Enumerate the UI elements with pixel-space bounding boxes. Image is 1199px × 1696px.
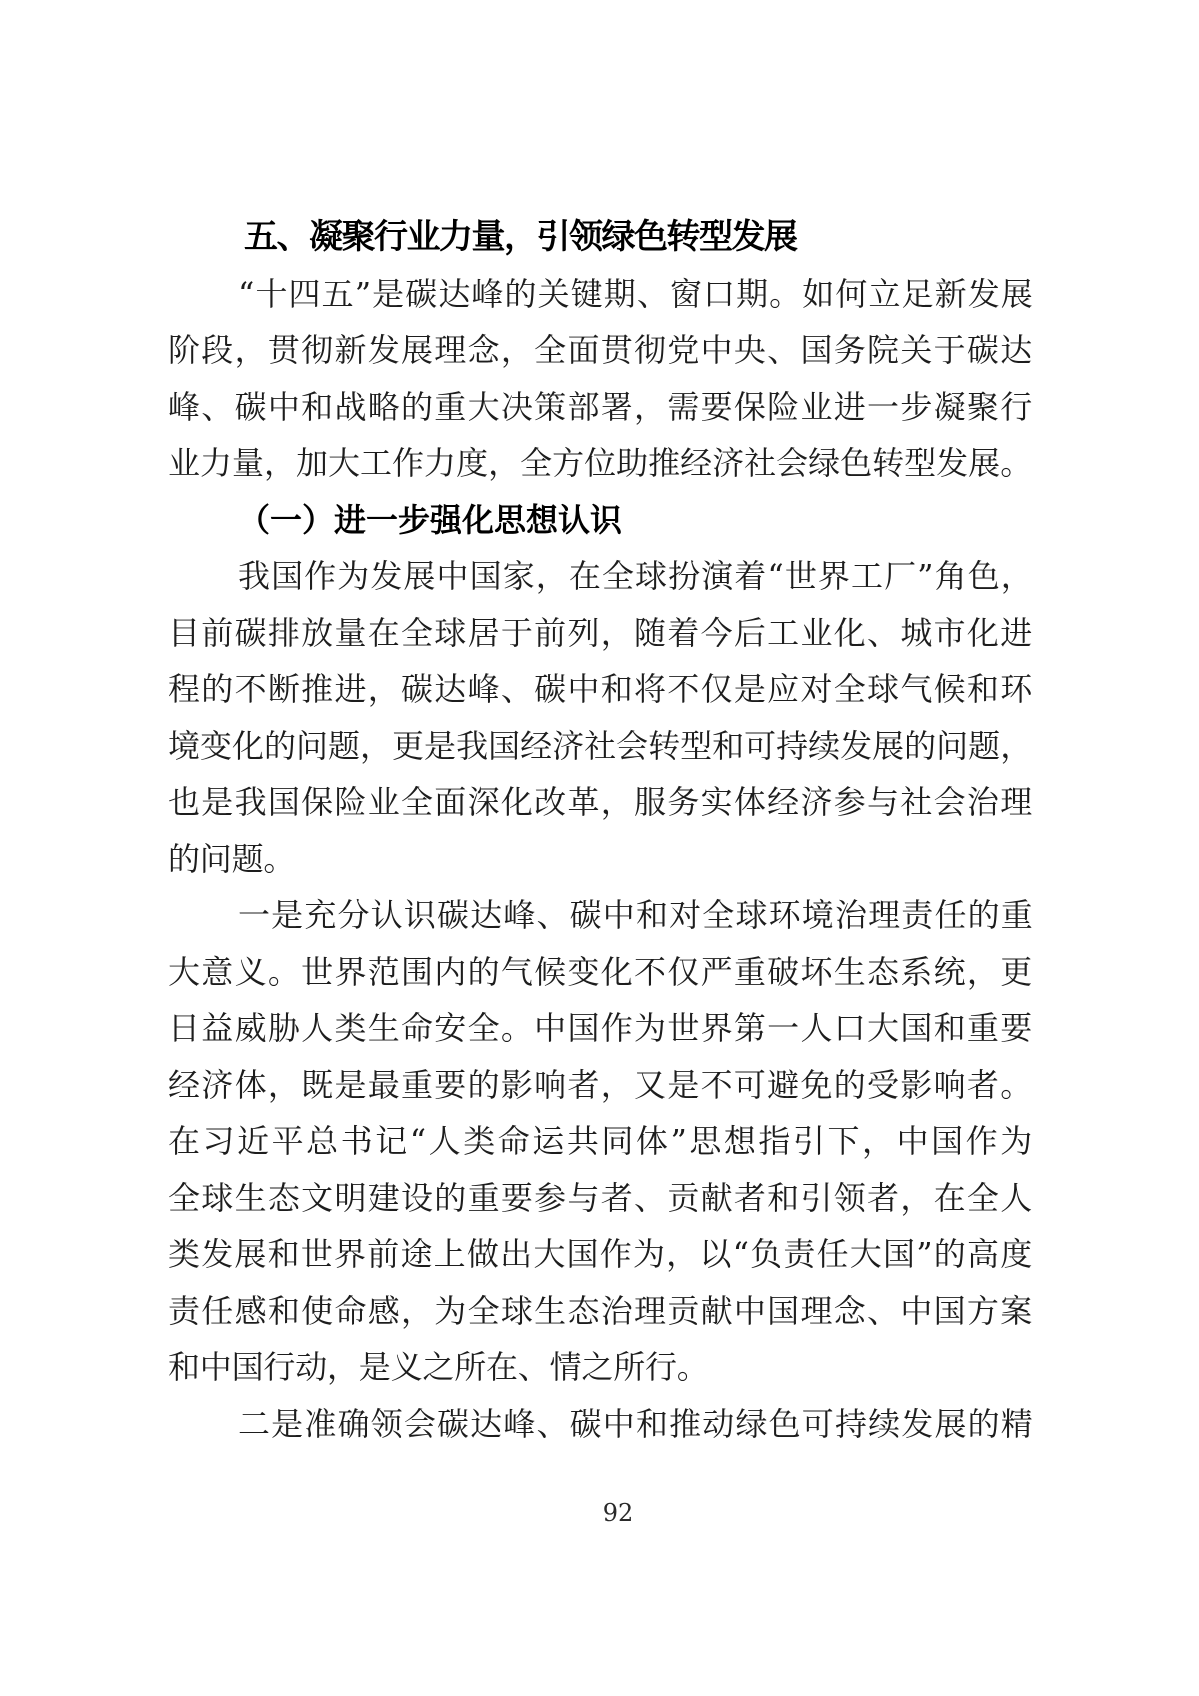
paragraph xyxy=(168,887,1032,1396)
document-body xyxy=(168,209,1032,1452)
text-line: 在习近平总书记“人类命运共同体”思想指引下，中国作为 xyxy=(168,1122,1032,1160)
text-line: 目前碳排放量在全球居于前列，随着今后工业化、城市化进 xyxy=(168,613,1032,652)
paragraph xyxy=(168,548,1032,887)
text-line: 业力量，加大工作力度，全方位助推经济社会绿色转型发展。 xyxy=(168,444,1032,482)
text-line: 一是充分认识碳达峰、碳中和对全球环境治理责任的重 xyxy=(238,896,1032,934)
text-line: 峰、碳中和战略的重大决策部署，需要保险业进一步凝聚行 xyxy=(168,387,1032,426)
text-line: 经济体，既是最重要的影响者，又是不可避免的受影响者。 xyxy=(168,1065,1032,1104)
text-line: 也是我国保险业全面深化改革，服务实体经济参与社会治理 xyxy=(168,783,1032,821)
text-line: 的问题。 xyxy=(168,839,296,878)
section-heading: 五、凝聚行业力量，引领绿色转型发展 xyxy=(244,217,797,257)
text-line: 二是准确领会碳达峰、碳中和推动绿色可持续发展的精 xyxy=(238,1404,1032,1443)
page-number: 92 xyxy=(602,1499,634,1527)
text-line: 类发展和世界前途上做出大国作为，以“负责任大国”的高度 xyxy=(168,1235,1032,1273)
text-line: 程的不断推进，碳达峰、碳中和将不仅是应对全球气候和环 xyxy=(168,670,1032,708)
text-line: 大意义。世界范围内的气候变化不仅严重破坏生态系统，更 xyxy=(168,952,1032,991)
paragraph xyxy=(168,1396,1032,1453)
text-line: 日益威胁人类生命安全。中国作为世界第一人口大国和重要 xyxy=(168,1009,1032,1047)
text-line: 阶段，贯彻新发展理念，全面贯彻党中央、国务院关于碳达 xyxy=(168,331,1032,369)
text-line: 和中国行动，是义之所在、情之所行。 xyxy=(168,1348,709,1386)
text-line: 境变化的问题，更是我国经济社会转型和可持续发展的问题， xyxy=(168,726,1032,765)
paragraph xyxy=(168,266,1032,492)
text-line: 责任感和使命感，为全球生态治理贡献中国理念、中国方案 xyxy=(168,1291,1032,1330)
text-line: 我国作为发展中国家，在全球扮演着“世界工厂”角色， xyxy=(238,557,1032,595)
text-line: 全球生态文明建设的重要参与者、贡献者和引领者，在全人 xyxy=(168,1178,1032,1217)
section-subheading: （一）进一步强化思想认识 xyxy=(238,500,623,539)
text-line: “十四五”是碳达峰的关键期、窗口期。如何立足新发展 xyxy=(238,274,1032,313)
